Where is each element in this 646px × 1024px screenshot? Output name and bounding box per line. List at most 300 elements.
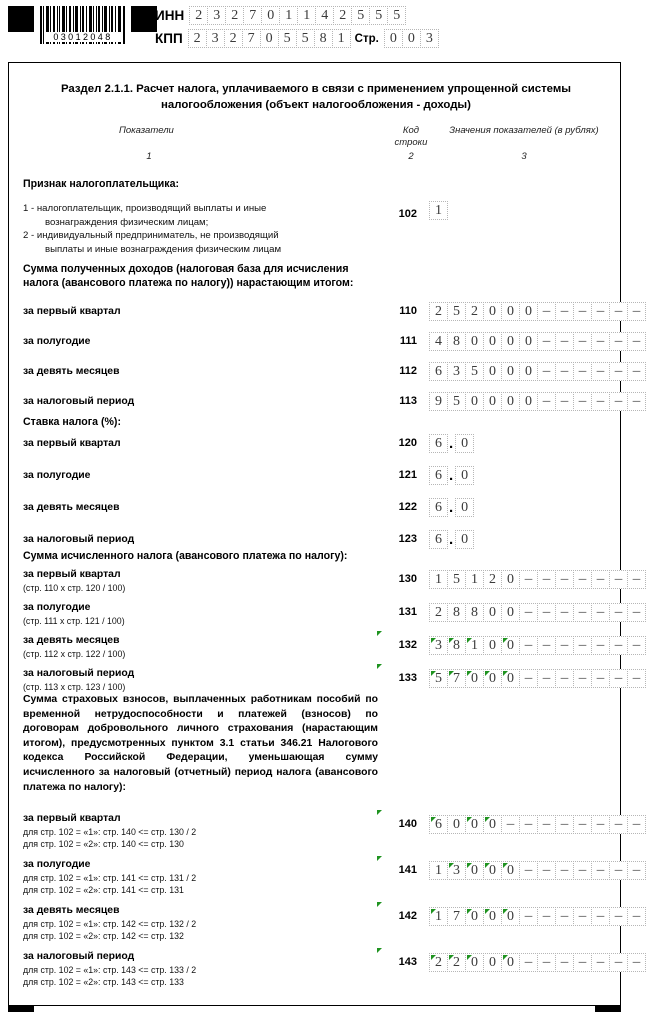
row-label-130: за первый квартал	[23, 569, 121, 580]
green-corner-marker-icon	[485, 671, 490, 676]
row-code-132: 132	[398, 639, 417, 651]
green-corner-marker-icon	[449, 955, 454, 960]
cell-130-dash-5[interactable]: –	[609, 570, 628, 589]
cell-132-3[interactable]: 0	[483, 636, 502, 655]
value-cells-110[interactable]	[429, 302, 645, 321]
cell-141-dash-1[interactable]: –	[537, 861, 556, 880]
row-label-111: за полугодие	[23, 336, 91, 347]
cell-110-1[interactable]: 5	[447, 302, 466, 321]
cell-143-3[interactable]: 0	[483, 953, 502, 972]
cell-133-2[interactable]: 0	[465, 669, 484, 688]
inn-cell-5[interactable]: 1	[279, 6, 298, 25]
cell-142-4[interactable]: 0	[501, 907, 520, 926]
cell-131-dash-4[interactable]: –	[591, 603, 610, 622]
cell-141-dash-0[interactable]: –	[519, 861, 538, 880]
section-title-income-line2: налога (авансового платежа по налогу)) нарастающим итогом:	[23, 277, 354, 289]
cell-130-dash-6[interactable]: –	[627, 570, 646, 589]
column-number-3: 3	[521, 151, 527, 162]
cell-112-2[interactable]: 5	[465, 362, 484, 381]
row-condition2-142: для стр. 102 = «2»: стр. 142 <= стр. 132	[23, 931, 184, 941]
row-code-122: 122	[398, 501, 417, 513]
cell-120-frac[interactable]: 0	[455, 434, 474, 453]
page-cell-0[interactable]: 0	[384, 29, 403, 48]
inn-cell-3[interactable]: 7	[243, 6, 262, 25]
cell-111-3[interactable]: 0	[483, 332, 502, 351]
green-corner-marker-icon	[377, 664, 382, 669]
cell-132-4[interactable]: 0	[501, 636, 520, 655]
cell-112-3[interactable]: 0	[483, 362, 502, 381]
green-corner-marker-icon	[431, 909, 436, 914]
cell-140-1[interactable]: 0	[447, 815, 466, 834]
green-corner-marker-icon	[449, 863, 454, 868]
cell-130-2[interactable]: 1	[465, 570, 484, 589]
cell-132-dash-0[interactable]: –	[519, 636, 538, 655]
cell-133-0[interactable]: 5	[429, 669, 448, 688]
cell-110-dash-2[interactable]: –	[573, 302, 592, 321]
cell-111-0[interactable]: 4	[429, 332, 448, 351]
cell-112-dash-4[interactable]: –	[609, 362, 628, 381]
cell-142-0[interactable]: 1	[429, 907, 448, 926]
value-cells-120[interactable]	[429, 434, 473, 453]
value-cells-143[interactable]	[429, 953, 645, 972]
cell-113-0[interactable]: 9	[429, 392, 448, 411]
cell-142-dash-5[interactable]: –	[609, 907, 628, 926]
row-code-140: 140	[398, 818, 417, 830]
cell-123-frac[interactable]: 0	[455, 530, 474, 549]
kpp-label: КПП	[155, 31, 183, 46]
cell-141-dash-4[interactable]: –	[591, 861, 610, 880]
cell-130-0[interactable]: 1	[429, 570, 448, 589]
green-corner-marker-icon	[503, 638, 508, 643]
row-label-142: за девять месяцев	[23, 905, 120, 916]
inn-cell-11[interactable]: 5	[387, 6, 406, 25]
column-header-indicators: Показатели	[119, 125, 174, 136]
taxpayer-sign-note	[23, 202, 323, 256]
cell-141-1[interactable]: 3	[447, 861, 466, 880]
cell-110-dash-0[interactable]: –	[537, 302, 556, 321]
green-corner-marker-icon	[377, 948, 382, 953]
green-corner-marker-icon	[485, 909, 490, 914]
inn-cell-8[interactable]: 2	[333, 6, 352, 25]
row-label-112: за девять месяцев	[23, 366, 120, 377]
cell-141-dash-2[interactable]: –	[555, 861, 574, 880]
cell-112-dash-2[interactable]: –	[573, 362, 592, 381]
insurance-paragraph: Сумма страховых взносов, выплаченных работникам пособий по временной нетрудоспособности и платежей (взносов) по договорам добровольного личного страхования (нарастающим итогом), предусмотренных пунктом 3.1 статьи 346.21 Налогового кодекса Российской Федерации, уменьшающая сумму исчисленного за налоговый (отчетный) период налога (авансового платежа по налогу):	[23, 694, 378, 793]
cell-122-int[interactable]: 6	[429, 498, 448, 517]
value-cells-142[interactable]	[429, 907, 645, 926]
inn-cell-6[interactable]: 1	[297, 6, 316, 25]
column-header-code-line2: строки	[394, 137, 428, 148]
cell-130-dash-3[interactable]: –	[573, 570, 592, 589]
inn-cell-1[interactable]: 3	[207, 6, 226, 25]
cell-141-dash-6[interactable]: –	[627, 861, 646, 880]
cell-113-dash-0[interactable]: –	[537, 392, 556, 411]
page-title: Раздел 2.1.1. Расчет налога, уплачиваемого в связи с применением упрощенной системы налогообложения (объект налогообложения - доходы)	[60, 83, 572, 111]
value-cells-113[interactable]	[429, 392, 645, 411]
cell-112-dash-0[interactable]: –	[537, 362, 556, 381]
cell-130-4[interactable]: 0	[501, 570, 520, 589]
cell-131-dash-3[interactable]: –	[573, 603, 592, 622]
cell-141-2[interactable]: 0	[465, 861, 484, 880]
decimal-separator: .	[449, 499, 454, 516]
cell-140-3[interactable]: 0	[483, 815, 502, 834]
row-formula-131: (стр. 111 х стр. 121 / 100)	[23, 616, 125, 626]
green-corner-marker-icon	[485, 863, 490, 868]
green-corner-marker-icon	[431, 955, 436, 960]
green-corner-marker-icon	[377, 902, 382, 907]
cell-143-dash-0[interactable]: –	[519, 953, 538, 972]
green-corner-marker-icon	[467, 638, 472, 643]
cell-111-1[interactable]: 8	[447, 332, 466, 351]
row-code-141: 141	[398, 864, 417, 876]
value-cells-123[interactable]	[429, 530, 473, 549]
cell-131-0[interactable]: 2	[429, 603, 448, 622]
cell-140-dash-1[interactable]: –	[519, 815, 538, 834]
kpp-cell-8[interactable]: 1	[332, 29, 351, 48]
cell-140-dash-4[interactable]: –	[573, 815, 592, 834]
cell-131-dash-0[interactable]: –	[519, 603, 538, 622]
cell-113-4[interactable]: 0	[501, 392, 520, 411]
cell-110-3[interactable]: 0	[483, 302, 502, 321]
row-condition2-141: для стр. 102 = «2»: стр. 141 <= стр. 131	[23, 885, 184, 895]
cell-110-5[interactable]: 0	[519, 302, 538, 321]
row-condition1-143: для стр. 102 = «1»: стр. 143 <= стр. 133 / 2	[23, 965, 197, 975]
kpp-cell-5[interactable]: 5	[278, 29, 297, 48]
cell-132-dash-2[interactable]: –	[555, 636, 574, 655]
cell-113-dash-4[interactable]: –	[609, 392, 628, 411]
cell-131-3[interactable]: 0	[483, 603, 502, 622]
row-formula-132: (стр. 112 х стр. 122 / 100)	[23, 649, 126, 659]
cell-132-dash-4[interactable]: –	[591, 636, 610, 655]
green-corner-marker-icon	[377, 631, 382, 636]
row-condition2-140: для стр. 102 = «2»: стр. 140 <= стр. 130	[23, 839, 184, 849]
cell-133-1[interactable]: 7	[447, 669, 466, 688]
cell-142-dash-4[interactable]: –	[591, 907, 610, 926]
green-corner-marker-icon	[377, 810, 382, 815]
inn-cell-4[interactable]: 0	[261, 6, 280, 25]
cell-132-dash-3[interactable]: –	[573, 636, 592, 655]
value-cells-131[interactable]	[429, 603, 645, 622]
row-label-141: за полугодие	[23, 859, 91, 870]
cell-133-dash-6[interactable]: –	[627, 669, 646, 688]
cell-142-2[interactable]: 0	[465, 907, 484, 926]
cell-121-frac[interactable]: 0	[455, 466, 474, 485]
row-label-132: за девять месяцев	[23, 635, 120, 646]
cell-130-dash-0[interactable]: –	[519, 570, 538, 589]
cell-111-dash-0[interactable]: –	[537, 332, 556, 351]
cell-142-dash-0[interactable]: –	[519, 907, 538, 926]
green-corner-marker-icon	[503, 955, 508, 960]
green-corner-marker-icon	[467, 817, 472, 822]
cell-130-dash-4[interactable]: –	[591, 570, 610, 589]
cell-143-dash-3[interactable]: –	[573, 953, 592, 972]
section-title-taxpayer-sign: Признак налогоплательщика:	[23, 178, 180, 190]
value-cells-130[interactable]	[429, 570, 645, 589]
cell-131-4[interactable]: 0	[501, 603, 520, 622]
column-header-values: Значения показателей (в рублях)	[449, 125, 599, 136]
cell-133-3[interactable]: 0	[483, 669, 502, 688]
cell-132-2[interactable]: 1	[465, 636, 484, 655]
cell-110-dash-4[interactable]: –	[609, 302, 628, 321]
cell-133-dash-0[interactable]: –	[519, 669, 538, 688]
cell-110-dash-1[interactable]: –	[555, 302, 574, 321]
cell-140-dash-0[interactable]: –	[501, 815, 520, 834]
page-number-cells[interactable]	[384, 29, 438, 48]
cell-120-int[interactable]: 6	[429, 434, 448, 453]
kpp-cell-1[interactable]: 3	[206, 29, 225, 48]
green-corner-marker-icon	[467, 955, 472, 960]
page-label: Стр.	[354, 32, 379, 45]
row-code-112: 112	[399, 365, 417, 377]
cell-112-4[interactable]: 0	[501, 362, 520, 381]
cell-141-dash-3[interactable]: –	[573, 861, 592, 880]
row-code-143: 143	[398, 956, 417, 968]
row-label-123: за налоговый период	[23, 534, 135, 545]
kpp-cell-4[interactable]: 0	[260, 29, 279, 48]
row-code-123: 123	[398, 533, 417, 545]
registration-square-top-mid	[131, 6, 157, 32]
green-corner-marker-icon	[467, 863, 472, 868]
cell-141-0[interactable]: 1	[429, 861, 448, 880]
inn-cell-0[interactable]: 2	[189, 6, 208, 25]
cell-112-5[interactable]: 0	[519, 362, 538, 381]
row-code-110: 110	[399, 305, 417, 317]
row-formula-130: (стр. 110 х стр. 120 / 100)	[23, 583, 126, 593]
cell-141-4[interactable]: 0	[501, 861, 520, 880]
kpp-cell-2[interactable]: 2	[224, 29, 243, 48]
green-corner-marker-icon	[503, 671, 508, 676]
value-cells-140[interactable]	[429, 815, 645, 834]
cell-142-dash-1[interactable]: –	[537, 907, 556, 926]
cell-132-dash-6[interactable]: –	[627, 636, 646, 655]
green-corner-marker-icon	[449, 671, 454, 676]
cell-140-dash-7[interactable]: –	[627, 815, 646, 834]
cell-143-2[interactable]: 0	[465, 953, 484, 972]
cell-133-4[interactable]: 0	[501, 669, 520, 688]
kpp-cell-7[interactable]: 8	[314, 29, 333, 48]
row-code-131: 131	[398, 606, 417, 618]
cell-111-dash-4[interactable]: –	[609, 332, 628, 351]
cell-110-4[interactable]: 0	[501, 302, 520, 321]
green-corner-marker-icon	[377, 856, 382, 861]
cell-140-dash-5[interactable]: –	[591, 815, 610, 834]
row-code-111: 111	[399, 335, 417, 347]
cell-110-2[interactable]: 2	[465, 302, 484, 321]
cell-133-dash-3[interactable]: –	[573, 669, 592, 688]
row-label-110: за первый квартал	[23, 306, 121, 317]
cell-141-dash-5[interactable]: –	[609, 861, 628, 880]
column-header-code	[391, 125, 431, 149]
cell-143-dash-4[interactable]: –	[591, 953, 610, 972]
kpp-cell-0[interactable]: 2	[188, 29, 207, 48]
value-cells-132[interactable]	[429, 636, 645, 655]
cell-111-2[interactable]: 0	[465, 332, 484, 351]
cell-112-dash-5[interactable]: –	[627, 362, 646, 381]
decimal-separator: .	[449, 467, 454, 484]
inn-cell-7[interactable]: 4	[315, 6, 334, 25]
row-label-113: за налоговый период	[23, 396, 135, 407]
cell-142-1[interactable]: 7	[447, 907, 466, 926]
row-code-130: 130	[398, 573, 417, 585]
kpp-cells[interactable]	[188, 29, 350, 48]
green-corner-marker-icon	[449, 638, 454, 643]
green-corner-marker-icon	[467, 671, 472, 676]
cell-111-dash-3[interactable]: –	[591, 332, 610, 351]
row-condition2-143: для стр. 102 = «2»: стр. 143 <= стр. 133	[23, 977, 184, 987]
cell-142-dash-2[interactable]: –	[555, 907, 574, 926]
cell-113-3[interactable]: 0	[483, 392, 502, 411]
row-condition1-141: для стр. 102 = «1»: стр. 141 <= стр. 131 / 2	[23, 873, 197, 883]
page-cell-2[interactable]: 3	[420, 29, 439, 48]
cell-112-dash-3[interactable]: –	[591, 362, 610, 381]
value-cells-111[interactable]	[429, 332, 645, 351]
cell-123-int[interactable]: 6	[429, 530, 448, 549]
cell-141-3[interactable]: 0	[483, 861, 502, 880]
cell-140-dash-6[interactable]: –	[609, 815, 628, 834]
cell-111-dash-5[interactable]: –	[627, 332, 646, 351]
cell-131-dash-1[interactable]: –	[537, 603, 556, 622]
row-code-102: 102	[398, 208, 417, 220]
cell-132-dash-1[interactable]: –	[537, 636, 556, 655]
decimal-separator: .	[449, 531, 454, 548]
section-title-income-line1: Сумма полученных доходов (налоговая база для исчисления	[23, 263, 349, 275]
row-code-121: 121	[398, 469, 417, 481]
row-condition1-140: для стр. 102 = «1»: стр. 140 <= стр. 130 / 2	[23, 827, 197, 837]
cell-143-0[interactable]: 2	[429, 953, 448, 972]
value-cells-121[interactable]	[429, 466, 473, 485]
green-corner-marker-icon	[503, 863, 508, 868]
cell-112-1[interactable]: 3	[447, 362, 466, 381]
inn-cell-2[interactable]: 2	[225, 6, 244, 25]
cell-131-2[interactable]: 8	[465, 603, 484, 622]
cell-140-dash-3[interactable]: –	[555, 815, 574, 834]
cell-132-dash-5[interactable]: –	[609, 636, 628, 655]
section-title-rate: Ставка налога (%):	[23, 416, 121, 428]
row-code-113: 113	[399, 395, 417, 407]
cell-130-dash-1[interactable]: –	[537, 570, 556, 589]
row-label-121: за полугодие	[23, 470, 91, 481]
cell-131-dash-5[interactable]: –	[609, 603, 628, 622]
row-label-133: за налоговый период	[23, 668, 135, 679]
column-header-code-line1: Код	[402, 125, 420, 136]
cell-143-dash-6[interactable]: –	[627, 953, 646, 972]
cell-131-dash-2[interactable]: –	[555, 603, 574, 622]
cell-111-5[interactable]: 0	[519, 332, 538, 351]
green-corner-marker-icon	[485, 817, 490, 822]
cell-143-dash-5[interactable]: –	[609, 953, 628, 972]
green-corner-marker-icon	[431, 638, 436, 643]
cell-132-1[interactable]: 8	[447, 636, 466, 655]
cell-143-dash-1[interactable]: –	[537, 953, 556, 972]
value-cells-102[interactable]	[429, 201, 447, 220]
cell-133-dash-5[interactable]: –	[609, 669, 628, 688]
inn-cell-9[interactable]: 5	[351, 6, 370, 25]
inn-cell-10[interactable]: 5	[369, 6, 388, 25]
cell-140-dash-2[interactable]: –	[537, 815, 556, 834]
cell-131-1[interactable]: 8	[447, 603, 466, 622]
cell-111-4[interactable]: 0	[501, 332, 520, 351]
cell-111-dash-1[interactable]: –	[555, 332, 574, 351]
cell-113-1[interactable]: 5	[447, 392, 466, 411]
cell-112-0[interactable]: 6	[429, 362, 448, 381]
cell-133-dash-2[interactable]: –	[555, 669, 574, 688]
column-number-2: 2	[408, 151, 414, 162]
cell-113-dash-3[interactable]: –	[591, 392, 610, 411]
cell-142-3[interactable]: 0	[483, 907, 502, 926]
cell-112-dash-1[interactable]: –	[555, 362, 574, 381]
cell-110-dash-3[interactable]: –	[591, 302, 610, 321]
cell-110-0[interactable]: 2	[429, 302, 448, 321]
cell-110-dash-5[interactable]: –	[627, 302, 646, 321]
column-number-1: 1	[146, 151, 152, 162]
row-code-133: 133	[398, 672, 417, 684]
registration-square-top-left	[8, 6, 34, 32]
cell-113-dash-2[interactable]: –	[573, 392, 592, 411]
cell-132-0[interactable]: 3	[429, 636, 448, 655]
cell-133-dash-4[interactable]: –	[591, 669, 610, 688]
cell-143-dash-2[interactable]: –	[555, 953, 574, 972]
cell-113-dash-5[interactable]: –	[627, 392, 646, 411]
value-cells-112[interactable]	[429, 362, 645, 381]
cell-142-dash-3[interactable]: –	[573, 907, 592, 926]
row-code-142: 142	[398, 910, 417, 922]
value-cells-141[interactable]	[429, 861, 645, 880]
cell-143-1[interactable]: 2	[447, 953, 466, 972]
taxpayer-note-line-3: выплаты и иные вознаграждения физическим лицам	[45, 243, 282, 255]
inn-row	[155, 6, 405, 25]
form-body	[8, 62, 641, 1006]
cell-113-5[interactable]: 0	[519, 392, 538, 411]
green-corner-marker-icon	[431, 817, 436, 822]
row-label-131: за полугодие	[23, 602, 91, 613]
cell-130-1[interactable]: 5	[447, 570, 466, 589]
cell-142-dash-6[interactable]: –	[627, 907, 646, 926]
cell-113-dash-1[interactable]: –	[555, 392, 574, 411]
green-corner-marker-icon	[431, 671, 436, 676]
cell-140-2[interactable]: 0	[465, 815, 484, 834]
kpp-row	[155, 29, 438, 48]
row-code-120: 120	[398, 437, 417, 449]
cell-143-4[interactable]: 0	[501, 953, 520, 972]
green-corner-marker-icon	[503, 909, 508, 914]
row-label-140: за первый квартал	[23, 813, 121, 824]
row-label-143: за налоговый период	[23, 951, 135, 962]
value-cells-122[interactable]	[429, 498, 473, 517]
cell-130-dash-2[interactable]: –	[555, 570, 574, 589]
cell-111-dash-2[interactable]: –	[573, 332, 592, 351]
decimal-separator: .	[449, 435, 454, 452]
section-title-calculated-tax: Сумма исчисленного налога (авансового платежа по налогу):	[23, 550, 348, 562]
cell-133-dash-1[interactable]: –	[537, 669, 556, 688]
inn-cells[interactable]	[189, 6, 405, 25]
green-corner-marker-icon	[467, 909, 472, 914]
page-cell-1[interactable]: 0	[402, 29, 421, 48]
cell-122-frac[interactable]: 0	[455, 498, 474, 517]
kpp-cell-6[interactable]: 5	[296, 29, 315, 48]
cell-121-int[interactable]: 6	[429, 466, 448, 485]
row-condition1-142: для стр. 102 = «1»: стр. 142 <= стр. 132 / 2	[23, 919, 197, 929]
cell-140-0[interactable]: 6	[429, 815, 448, 834]
cell-130-3[interactable]: 2	[483, 570, 502, 589]
cell-102-0[interactable]: 1	[429, 201, 448, 220]
cell-131-dash-6[interactable]: –	[627, 603, 646, 622]
row-label-122: за девять месяцев	[23, 502, 120, 513]
kpp-cell-3[interactable]: 7	[242, 29, 261, 48]
value-cells-133[interactable]	[429, 669, 645, 688]
taxpayer-note-line-0: 1 - налогоплательщик, производящий выплаты и иные	[23, 203, 267, 214]
taxpayer-note-line-1: вознаграждения физическим лицам;	[45, 216, 209, 228]
cell-113-2[interactable]: 0	[465, 392, 484, 411]
